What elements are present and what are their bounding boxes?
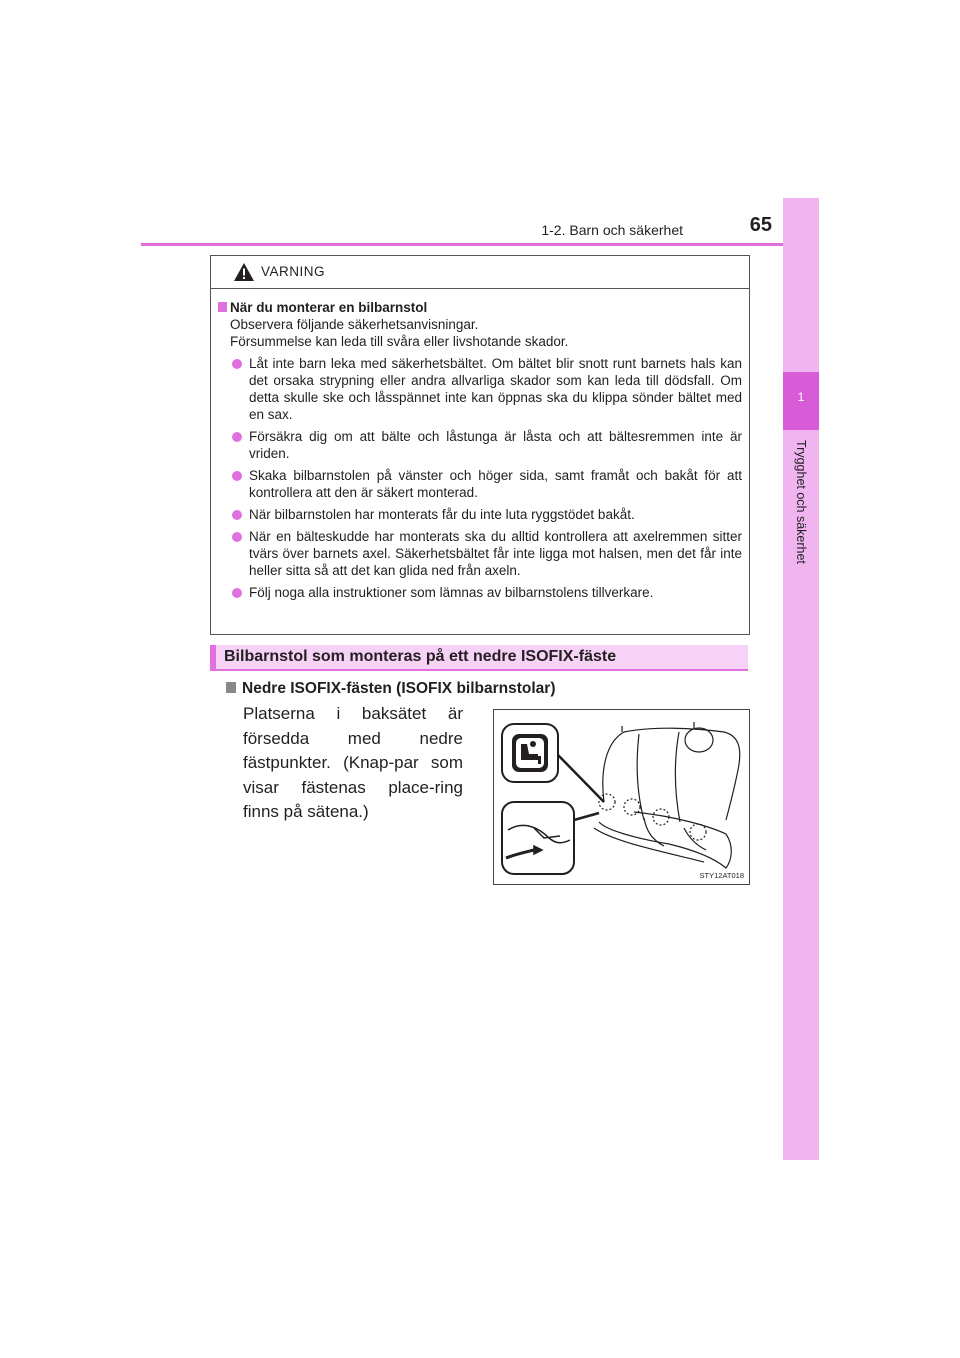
warning-title: VARNING (261, 264, 326, 279)
warning-header (211, 256, 749, 289)
bullet-dot-icon (232, 359, 242, 369)
header-rule (141, 243, 818, 246)
warning-bullet (218, 428, 742, 462)
warning-intro-line: Observera följande säkerhetsanvisningar. (230, 317, 479, 332)
warning-bullet-text: Försäkra dig om att bälte och låstunga är låsta och att bältesremmen inte är vriden. (249, 429, 742, 461)
section-body-text: Platserna i baksätet är försedda med nedre fästpunkter. (Knap-par som visar fästenas place-ring finns på sätena.) (243, 704, 463, 821)
warning-bullet-text: Skaka bilbarnstolen på vänster och höger sida, samt framåt och bakåt för att kontrollera att den är säkert monterad. (249, 468, 742, 500)
warning-bullet (218, 467, 742, 501)
section-subheading-text: Nedre ISOFIX-fästen (ISOFIX bilbarnstolar) (242, 680, 556, 697)
bullet-dot-icon (232, 471, 242, 481)
warning-bullet-text: Följ noga alla instruktioner som lämnas av bilbarnstolens tillverkare. (249, 585, 654, 600)
warning-bullet-text: När en bälteskudde har monterats ska du alltid kontrollera att axelremmen sitter tvärs över barnets axel. Säkerhetsbältet får inte ligga mot halsen, men det får inte heller sitta så att det kan glida ned från axeln. (249, 529, 742, 578)
section-subheading (226, 680, 556, 698)
section-heading-text: Bilbarnstol som monteras på ett nedre ISOFIX-fäste (224, 648, 617, 665)
bullet-dot-icon (232, 432, 242, 442)
section-heading (210, 645, 748, 671)
warning-intro-line: Försummelse kan leda till svåra eller livshotande skador. (230, 334, 569, 349)
bullet-dot-icon (232, 510, 242, 520)
warning-subheading (218, 299, 742, 316)
section-heading-accent (210, 645, 216, 669)
warning-bullet (218, 584, 742, 601)
bullet-dot-icon (232, 588, 242, 598)
warning-bullet (218, 528, 742, 579)
side-chapter-number: 1 (797, 390, 805, 404)
side-tab-label-text: Trygghet och säkerhet (794, 440, 808, 564)
illustration-code: STY12AT018 (699, 871, 744, 880)
isofix-seat-drawing (494, 710, 749, 884)
warning-bullet (218, 355, 742, 423)
bullet-dot-icon (232, 532, 242, 542)
warning-triangle-icon (233, 262, 255, 282)
running-header-section: 1-2. Barn och säkerhet (541, 222, 683, 238)
side-tab-label (783, 440, 819, 600)
side-tab (783, 198, 819, 1160)
square-bullet-icon (218, 302, 227, 312)
page-number: 65 (749, 214, 772, 236)
square-bullet-icon (226, 682, 236, 693)
warning-bullet-text: Låt inte barn leka med säkerhetsbältet. Om bältet blir snott runt barnets hals kan det orsaka strypning eller andra allvarliga skador som kan leda till dödsfall. Om detta skulle ske och låsspännet inte kan öppnas ska du klippa sönder bältet med en sax. (249, 356, 742, 422)
warning-bullet-text: När bilbarnstolen har monterats får du inte luta ryggstödet bakåt. (249, 507, 635, 522)
warning-body (211, 289, 749, 601)
warning-subheading-text: När du monterar en bilbarnstol (230, 300, 428, 315)
warning-bullet (218, 506, 742, 523)
isofix-seat-illustration (493, 709, 750, 885)
warning-box (210, 255, 750, 635)
